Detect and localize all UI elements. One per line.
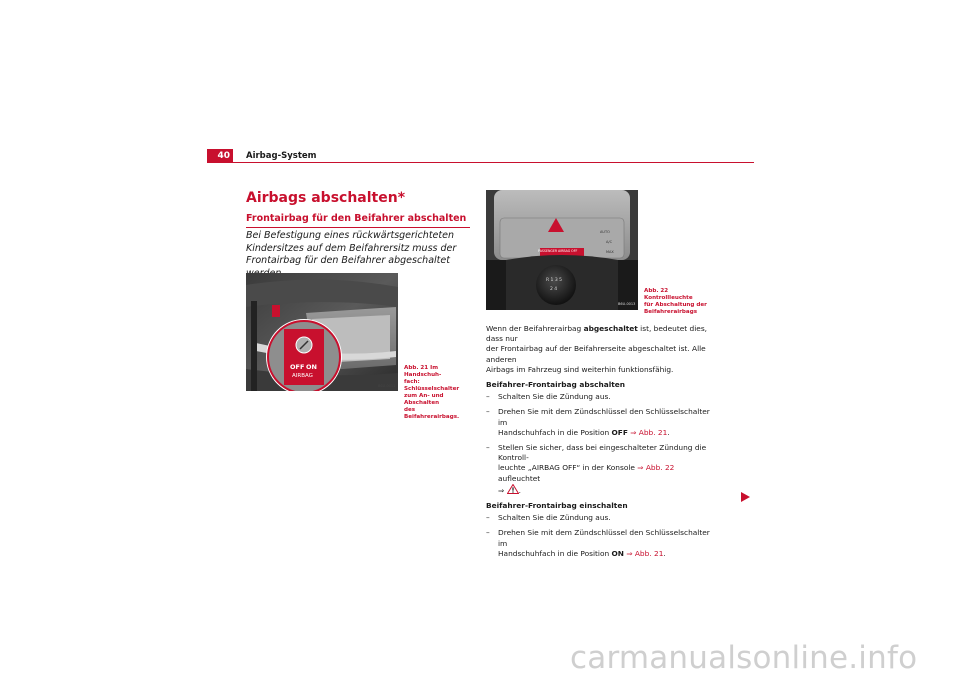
subheading-activate: Beifahrer-Frontairbag einschalten: [486, 501, 628, 511]
warning-icon[interactable]: [507, 484, 519, 494]
figure-21-code: B6U-0011: [378, 384, 396, 388]
gear-pattern-top: R 1 3 5: [546, 278, 563, 283]
ac-button-label: A/C: [606, 240, 613, 244]
figure-22-console: [486, 190, 638, 310]
glovebox-photo: [246, 273, 398, 391]
figure-reference-link[interactable]: ⇒ Abb. 21: [623, 548, 664, 558]
switch-label-off: OFF: [290, 363, 305, 371]
list-item: – Stellen Sie sicher, dass bei eingeschalteter Zündung die Kontroll- leuchte „AIRBAG OFF“ in der Konsole ⇒ Abb. 22 aufleuchtet ⇒ .: [486, 443, 707, 495]
header-title: Airbag-System: [246, 151, 317, 161]
list-item: – Schalten Sie die Zündung aus.: [486, 513, 611, 523]
switch-label-on: ON: [306, 363, 317, 371]
list-item: – Drehen Sie mit dem Zündschlüssel den Schlüsselschalter im Handschuhfach in die Position ON ⇒ Abb. 21.: [486, 528, 710, 558]
max-button-label: MAX: [606, 250, 614, 254]
gear-pattern-bottom: 2 4: [550, 287, 558, 292]
figure-22-caption: Abb. 22 Kontrollleuchte für Abschaltung der Beifahrerairbags: [644, 288, 707, 315]
header-divider: [207, 162, 754, 163]
passenger-airbag-off-light: PASSENGER AIRBAG OFF: [538, 249, 578, 253]
section-title: Frontairbag für den Beifahrer abschalten: [246, 213, 467, 224]
subheading-deactivate: Beifahrer-Frontairbag abschalten: [486, 380, 626, 390]
figure-21-caption: Abb. 21 Im Handschuh- fach: Schlüsselschalter zum An- und Abschalten des Beifahrerairbags.: [404, 365, 460, 420]
auto-button-label: AUTO: [600, 230, 610, 234]
section-divider: [246, 227, 470, 228]
figure-reference-link[interactable]: ⇒ Abb. 21: [627, 427, 668, 437]
list-item: – Drehen Sie mit dem Zündschlüssel den Schlüsselschalter im Handschuhfach in die Position OFF ⇒ Abb. 21.: [486, 407, 710, 437]
body-text: [486, 324, 718, 559]
list-item: – Schalten Sie die Zündung aus.: [486, 392, 611, 402]
figure-reference-link[interactable]: ⇒ Abb. 22: [637, 463, 675, 473]
switch-label-airbag: AIRBAG: [292, 373, 313, 379]
intro-text: Bei Befestigung eines rückwärtsgerichteten Kindersitzes auf dem Beifahrersitz muss der Frontairbag für den Beifahrer abgeschaltet: [246, 230, 457, 266]
page-number: 40: [207, 149, 233, 163]
paragraph-1: Wenn der Beifahrerairbag abgeschaltet ist, bedeutet dies, dass nur der Frontairbag auf der Beifahrerseite abgeschaltet ist. Alle anderen Airbags im Fahrzeug sind weiterhin funktionsfähig.: [486, 324, 708, 374]
watermark: carmanualsonline.info: [570, 640, 918, 676]
figure-22-code: B6U-0013: [618, 302, 636, 306]
page-title: Airbags abschalten*: [246, 190, 406, 206]
continue-arrow-icon[interactable]: [741, 492, 750, 502]
figure-21-glovebox-switch: [246, 273, 398, 391]
